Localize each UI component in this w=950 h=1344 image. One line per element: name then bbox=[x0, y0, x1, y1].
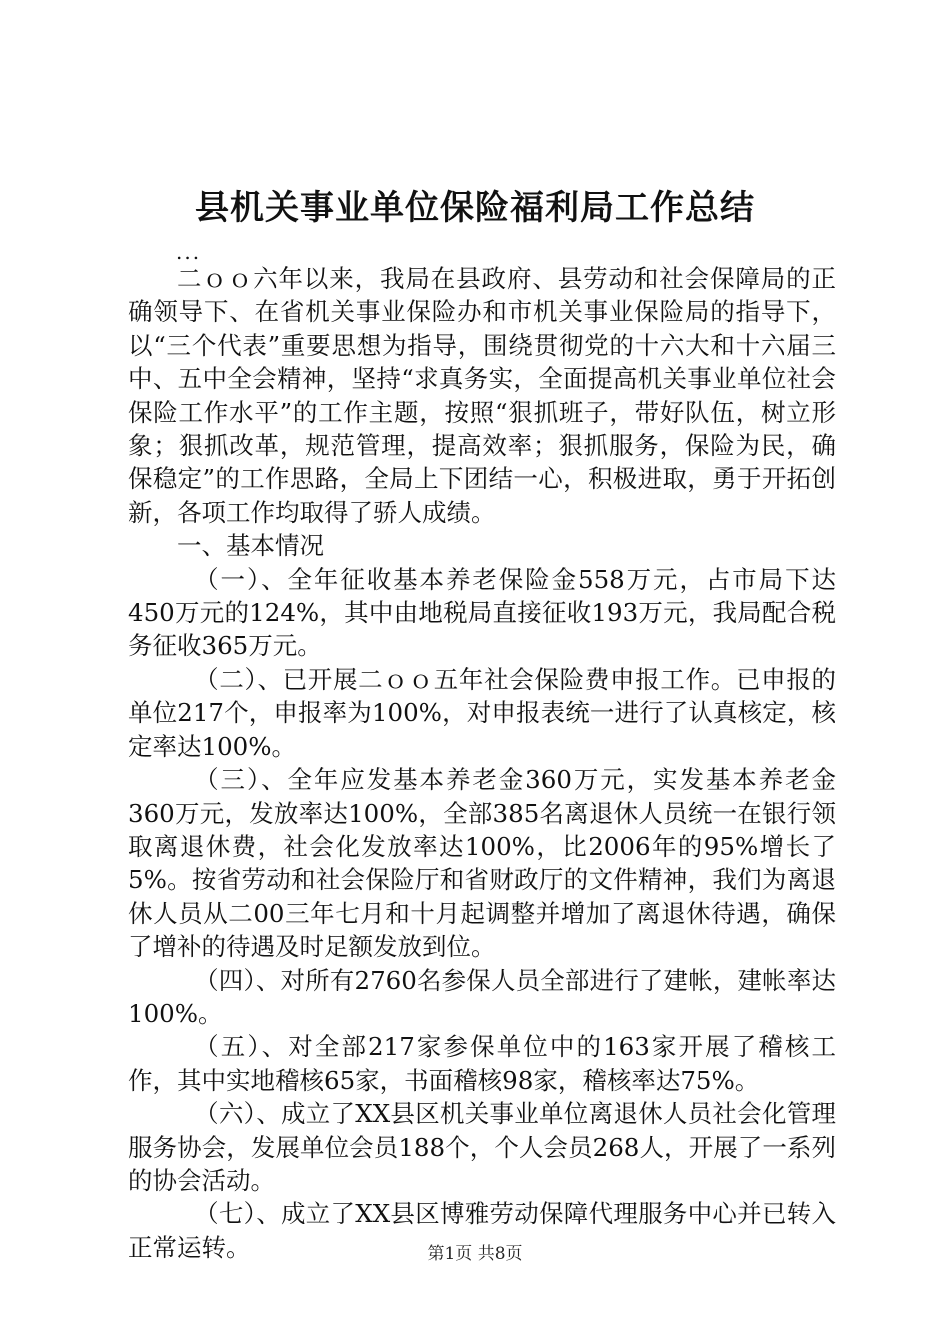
paragraph-item-1: （一）、全年征收基本养老保险金558万元，占市局下达450万元的124%，其中由地税局直接征收193万元，我局配合税务征收365万元。 bbox=[128, 564, 836, 661]
paragraph-item-7: （七）、成立了XX县区博雅劳动保障代理服务中心并已转入正常运转。 bbox=[128, 1199, 836, 1262]
paragraph-intro: 二ｏｏ六年以来，我局在县政府、县劳动和社会保障局的正确领导下、在省机关事业保险办和市机关事业保险局的指导下，以“三个代表”重要思想为指导，围绕贯彻党的十六大和十六届三中、五中全会精神，坚持“求真务实，全面提高机关事业单位社会保险工作水平”的工作主题，按照“狠抓班子，带好队伍，树立形象；狠抓改革，规范管理，提高效率；狠抓服务，保险为民，确保稳定”的工作思路，全局上下团结一心，积极进取，勇于开拓创新，各项工作均取得了骄人成绩。 bbox=[128, 264, 836, 527]
paragraph-item-2: （二）、已开展二ｏｏ五年社会保险费申报工作。已申报的单位217个，申报率为100%，对申报表统一进行了认真核定，核定率达100%。 bbox=[128, 664, 836, 761]
section-heading: 一、基本情况 bbox=[177, 531, 324, 561]
paragraph-item-6: （六）、成立了XX县区机关事业单位离退休人员社会化管理服务协会，发展单位会员188个，个人会员268人，开展了一系列的协会活动。 bbox=[128, 1099, 836, 1195]
document-body bbox=[128, 262, 836, 1264]
paragraph-item-4: （四）、对所有2760名参保人员全部进行了建帐，建帐率达100%。 bbox=[128, 965, 836, 1028]
paragraph-item-5: （五）、对全部217家参保单位中的163家开展了稽核工作，其中实地稽核65家，书面稽核98家，稽核率达75%。 bbox=[128, 1032, 836, 1095]
document-title: 县机关事业单位保险福利局工作总结 bbox=[195, 188, 755, 228]
paragraph-item-3: （三）、全年应发基本养老金360万元，实发基本养老金360万元，发放率达100%，全部385名离退休人员统一在银行领取离退休费，社会化发放率达100%，比2006年的95%增长了5%。按省劳动和社会保险厅和省财政厅的文件精神，我们为离退休人员从二00三年七月和十月起调整并增加了离退休待遇，确保了增补的待遇及时足额发放到位。 bbox=[128, 765, 836, 962]
page-number: 第1页 共8页 bbox=[427, 1244, 523, 1264]
ellipsis-text: ... bbox=[176, 240, 202, 264]
